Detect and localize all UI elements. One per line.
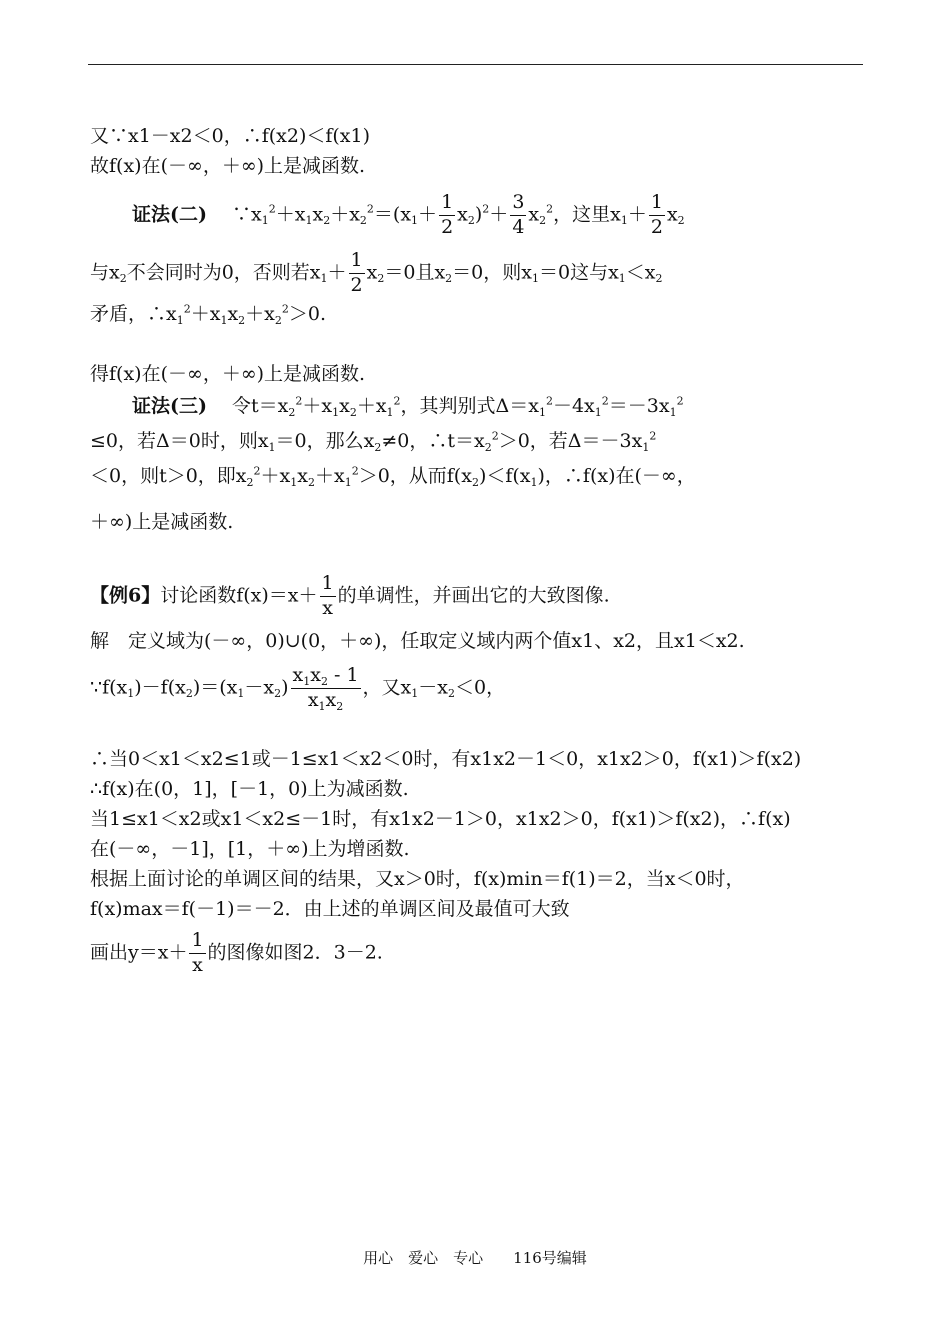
proof3-line2: ≤0，若Δ＝0时，则$x_1=0$，那么$x_2\ne 0$，$\therefore t=x_2^2>0$，若$\Delta=-3x_1^2$ [90,429,657,454]
proof2-line1: 证法(二) $\because x_1^2+x_1x_2+x_2^2=(x_1+$ $\frac{1}{2}$ $x_2)^2+$ $\frac{3}{4}$ $x_2^2$，这里$x_1+$ $\frac{1}{2}$ $x_2$ [132,191,685,238]
text-line: 解 定义域为(－∞，0)∪(0，＋∞)，任取定义域内两个值x1、x2，且x1＜x2. [90,630,745,652]
proof2-line2: 与$x_2$不会同时为0，否则若$x_1+$ $\frac{1}{2}$ $x_2=0$且$x_2=0$，则$x_1=0$这与$x_1<x_2$ [90,249,663,296]
example6-line: 【例6】讨论函数f(x)＝x＋ $\frac{1}{x}$ 的单调性，并画出它的大致图像. [90,572,610,619]
text-line: ∴当0＜x1＜x2≤1或－1≤x1＜x2＜0时，有x1x2－1＜0，x1x2＞0，f(x1)＞f(x2) [90,748,802,770]
text-line: 故f(x)在(－∞，＋∞)上是减函数. [90,155,366,177]
graph-line: 画出y＝x＋ $\frac{1}{x}$ 的图像如图2．3－2. [90,929,383,976]
proof3-heading: 证法(三) [132,395,207,417]
text-line: ＋∞)上是减函数. [90,511,234,533]
text-line: f(x)max＝f(－1)＝－2．由上述的单调区间及最值可大致 [90,898,570,920]
header-rule [88,64,863,65]
proof3-line1: 证法(三) 令$t=x_2^2+x_1x_2+x_1^2$，其判别式$\Delta=x_1^2-4x_1^2=-3x_1^2$ [132,394,684,419]
text-line: 在(－∞，－1]，[1，＋∞)上为增函数. [90,838,410,860]
proof2-heading: 证法(二) [132,203,207,226]
text-line: 根据上面讨论的单调区间的结果，又x＞0时，f(x)min＝f(1)＝2，当x＜0时， [90,868,745,890]
text-line: 当1≤x1＜x2或x1＜x2≤－1时，有x1x2－1＞0，x1x2＞0，f(x1)＞f(x2)，∴f(x) [90,808,791,830]
example6-heading: 【例6】 [90,584,161,607]
text-line: 得f(x)在(－∞，＋∞)上是减函数. [90,363,366,385]
solution-formula-line: $\because f(x_1)-f(x_2)=(x_1-x_2)$ $\frac{x_1x_2 - 1}{x_1x_2}$ ，又$x_1-x_2<0$， [90,664,506,713]
proof2-line3: 矛盾，$\therefore x_1^2+x_1x_2+x_2^2>0$. [90,302,327,327]
text-line: ∴f(x)在(0，1]，[－1，0)上为减函数. [90,778,409,800]
page-footer: 用心 爱心 专心 116号编辑 [363,1249,587,1267]
text-line: 又∵x1－x2＜0，∴f(x2)＜f(x1) [90,125,371,147]
proof3-line3: ＜0，则t＞0，即$x_2^2+x_1x_2+x_1^2>0$，从而$f(x_2)<f(x_1)$，∴f(x)在(－∞， [90,464,696,489]
